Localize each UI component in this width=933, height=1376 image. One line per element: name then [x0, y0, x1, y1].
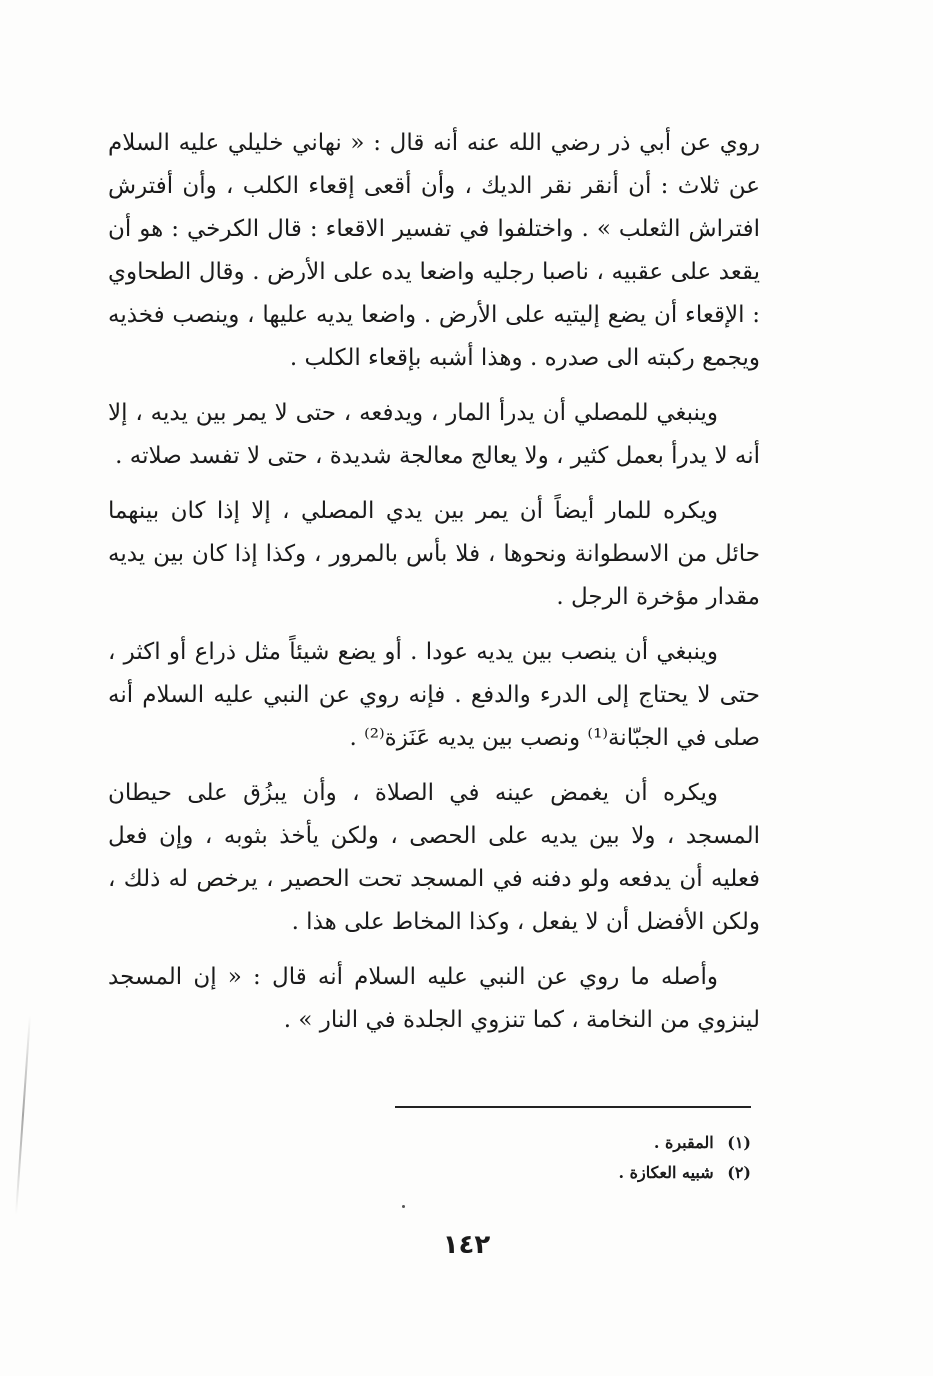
main-text	[108, 122, 760, 1054]
footnote-divider	[395, 1106, 751, 1108]
scan-speck	[402, 1205, 405, 1208]
footnote-1	[395, 1128, 751, 1158]
page-number: ١٤٢	[442, 1230, 491, 1260]
paragraph-repel-passerby: وينبغي للمصلي أن يدرأ المار ، ويدفعه ، حتى لا يمر بين يديه ، إلا أنه لا يدرأ بعمل كثير ، ولا يعالج معالجة شديدة ، حتى لا تفسد صلاته .	[108, 400, 760, 469]
footnote-text: شبيه العكازة .	[618, 1163, 714, 1182]
scan-margin-line	[15, 1015, 31, 1215]
footnote-number: (١)	[727, 1133, 751, 1152]
paragraph-sutra: وينبغي أن ينصب بين يديه عودا . أو يضع شيئاً مثل ذراع أو اكثر ، حتى لا يحتاج إلى الدرء والدفع . فإنه روي عن النبي عليه السلام أنه صلى في الجبّانة⁽¹⁾ ونصب بين يديه عَنَزة⁽²⁾ .	[108, 639, 760, 751]
paragraph-closing-eyes-spitting: ويكره أن يغمض عينه في الصلاة ، وأن يبزُق على حيطان المسجد ، ولا بين يديه على الحصى ، ولكن يأخذ بثوبه ، وإن فعل فعليه أن يدفعه ولو دفنه في المسجد تحت الحصير ، يرخص له ذلك ، ولكن الأفضل أن لا يفعل ، وكذا المخاط على هذا .	[108, 780, 760, 935]
footnote-2	[395, 1158, 751, 1188]
footnote-text: المقبرة .	[653, 1133, 714, 1152]
footnotes	[395, 1128, 751, 1188]
footnote-number: (٢)	[727, 1163, 751, 1182]
paragraph-iqaa: روي عن أبي ذر رضي الله عنه أنه قال : « نهاني خليلي عليه السلام عن ثلاث : أن أنقر نقر الديك ، وأن أقعى إقعاء الكلب ، وأن أفترش افتراش الثعلب » . واختلفوا في تفسير الاقعاء : قال الكرخي : هو أن يقعد على عقبيه ، ناصبا رجليه واضعا يده على الأرض . وقال الطحاوي : الإقعاء أن يضع إليتيه على الأرض . واضعا يديه عليها ، وينصب فخذيه ويجمع ركبته الى صدره . وهذا أشبه بإقعاء الكلب .	[108, 130, 760, 371]
paragraph-passing-in-front: ويكره للمار أيضاً أن يمر بين يدي المصلي ، إلا إذا كان بينهما حائل من الاسطوانة ونحوها ، فلا بأس بالمرور ، وكذا إذا كان بين يديه مقدار مؤخرة الرجل .	[108, 498, 760, 610]
paragraph-mosque-phlegm-hadith: وأصله ما روي عن النبي عليه السلام أنه قال : « إن المسجد لينزوي من النخامة ، كما تنزوي الجلدة في النار » .	[108, 964, 760, 1033]
